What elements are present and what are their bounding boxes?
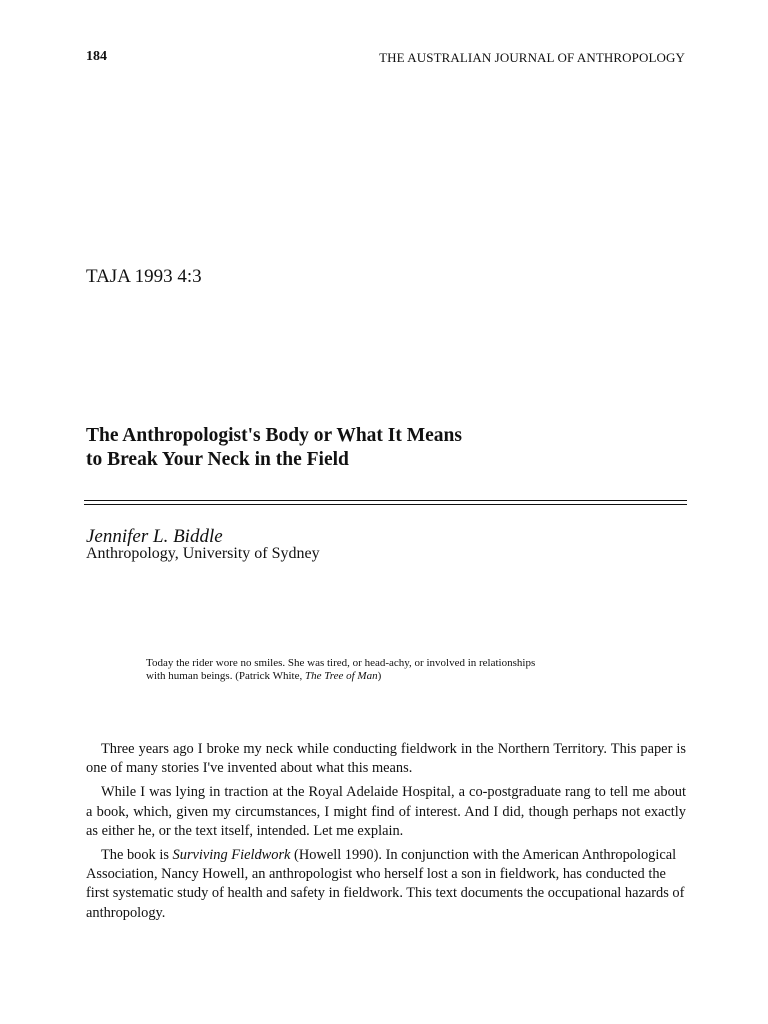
paragraph-1 [86,740,686,778]
page-number: 184 [86,49,107,64]
paragraph-1-line-2: This paper is one of many stories I've invented about what this means. [86,741,686,777]
paragraph-2-line-3: though perhaps not exactly as either he, or the text itself, intended. Let me explain. [86,803,686,839]
epigraph [146,657,636,682]
paragraph-2-line-2: tell me about a book, which, given my circumstances, I might find of interest. And I did, [86,784,686,820]
epigraph-book-title: The Tree of Man [304,669,378,682]
running-head: THE AUSTRALIAN JOURNAL OF ANTHROPOLOGY [379,50,685,65]
title-rule-top [84,500,687,501]
paragraph-3-line-3: fieldwork, has conducted the first systematic study of health and safety in fieldwork. This [86,866,666,902]
paragraph-2 [86,783,686,841]
paragraph-3 [86,846,686,923]
author-name: Jennifer L. Biddle [86,526,223,547]
cited-work-title: Surviving Fieldwork [172,847,291,864]
paragraph-1-line-1: Three years ago I broke my neck while conducting fieldwork in the Northern Territory. [101,741,608,757]
epigraph-line-1: Today the rider wore no smiles. She was tired, or head-achy, or involved in relationships [146,657,536,669]
paragraph-3-start: The book is [101,847,173,864]
author-affiliation: Anthropology, University of Sydney [86,545,320,562]
paragraph-3-line-1-end: (Howell 1990). In conjunction with the American [290,847,579,864]
epigraph-line-2-start: with human beings. (Patrick White, [146,669,305,682]
paragraph-2-line-1: While I was lying in traction at the Royal Adelaide Hospital, a co-postgraduate rang to [101,784,606,801]
paragraph-3-line-2: Anthropological Association, Nancy Howell, an anthropologist who herself lost a son in [86,847,677,883]
epigraph-line-2-end: ) [377,669,382,682]
paragraph-3-line-4: text documents the occupational hazards of anthropology. [86,885,685,921]
article-title [86,424,686,472]
article-title-line-1: The Anthropologist's Body or What It Means [86,425,462,446]
title-rule-bottom [84,504,687,505]
article-title-line-2: to Break Your Neck in the Field [86,449,349,470]
body-text [86,740,686,928]
issue-label: TAJA 1993 4:3 [86,266,202,287]
